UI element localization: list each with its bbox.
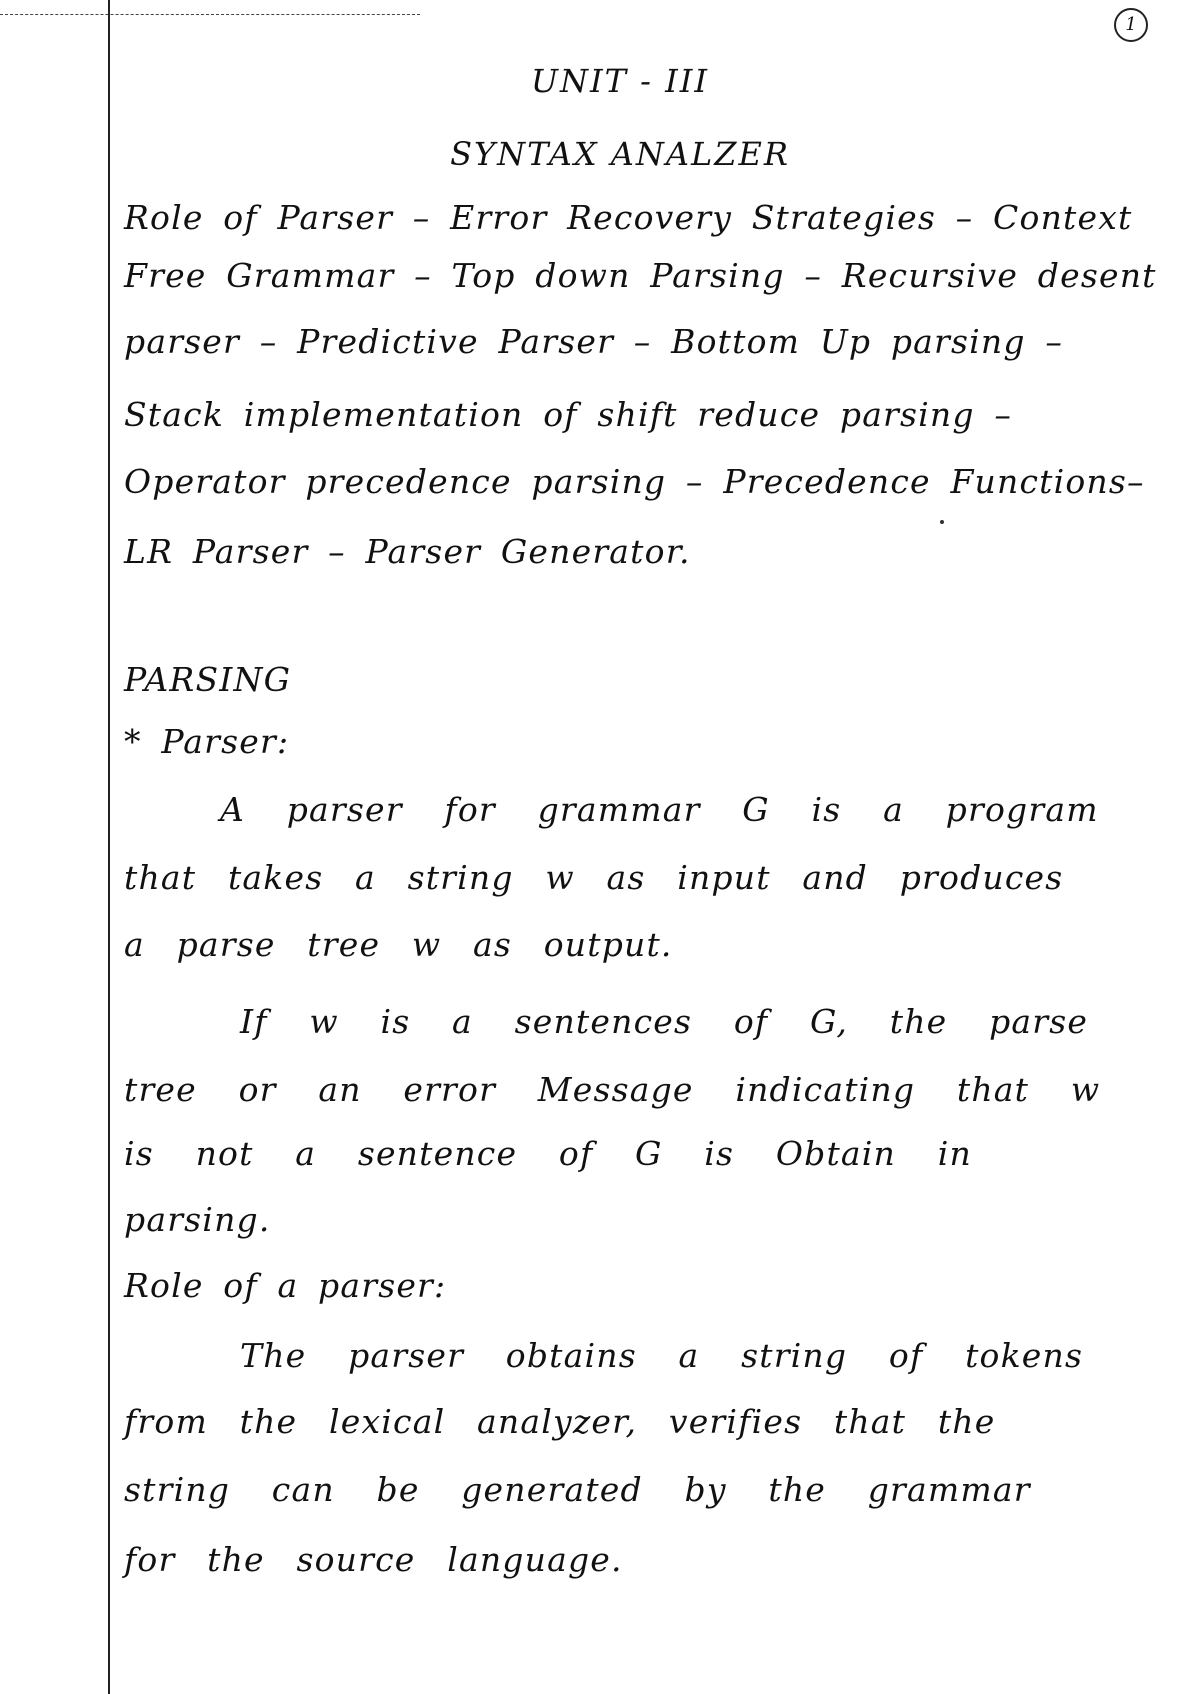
- parser-heading: * Parser:: [124, 722, 290, 761]
- ink-dot: [940, 520, 944, 524]
- paragraph-line: parsing.: [124, 1200, 271, 1239]
- syllabus-line: Stack implementation of shift reduce parsing –: [124, 395, 1013, 434]
- paragraph-line: The parser obtains a string of tokens: [240, 1336, 1084, 1375]
- section-heading: PARSING: [124, 660, 292, 699]
- syllabus-line: Operator precedence parsing – Precedence Functions–: [124, 462, 1145, 501]
- role-heading: Role of a parser:: [124, 1266, 447, 1305]
- page-title: SYNTAX ANALZER: [450, 135, 790, 173]
- paragraph-line: for the source language.: [124, 1540, 623, 1579]
- paragraph-line: is not a sentence of G is Obtain in: [124, 1134, 972, 1173]
- paragraph-line: If w is a sentences of G, the parse: [240, 1002, 1089, 1041]
- paragraph-line: string can be generated by the grammar: [124, 1470, 1031, 1509]
- paragraph-line: tree or an error Message indicating that w: [124, 1070, 1101, 1109]
- paragraph-line: A parser for grammar G is a program: [220, 790, 1099, 829]
- paragraph-line: that takes a string w as input and produces: [124, 858, 1064, 897]
- paragraph-line: from the lexical analyzer, verifies that the: [124, 1402, 996, 1441]
- page-number: 1: [1114, 8, 1148, 42]
- top-rule: [0, 14, 420, 15]
- syllabus-line: LR Parser – Parser Generator.: [124, 532, 691, 571]
- unit-title: UNIT - III: [530, 62, 710, 100]
- margin-line: [108, 0, 110, 1694]
- syllabus-line: Free Grammar – Top down Parsing – Recursive desent: [124, 256, 1157, 295]
- paragraph-line: a parse tree w as output.: [124, 925, 673, 964]
- syllabus-line: Role of Parser – Error Recovery Strategies – Context: [124, 198, 1133, 237]
- syllabus-line: parser – Predictive Parser – Bottom Up parsing –: [124, 322, 1064, 361]
